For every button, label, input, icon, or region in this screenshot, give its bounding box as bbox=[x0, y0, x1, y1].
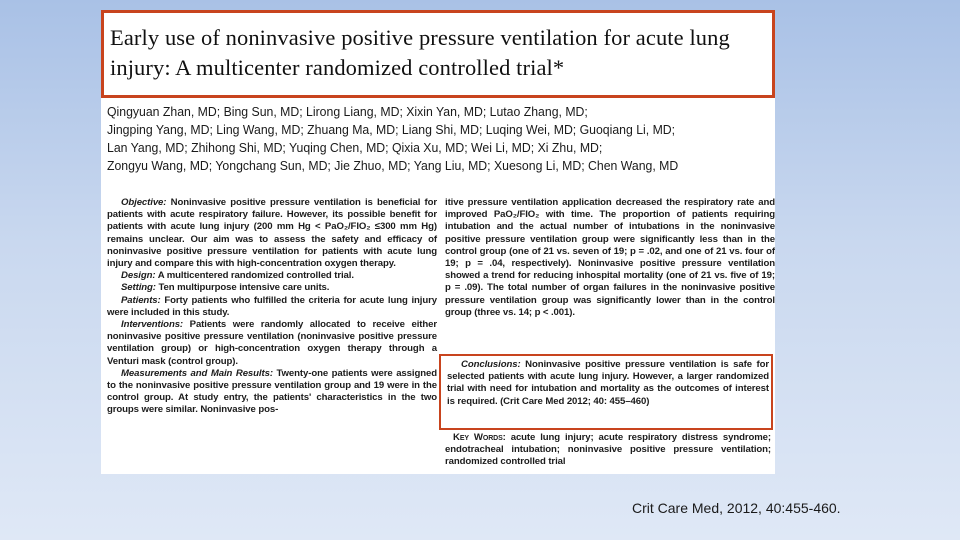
interventions-paragraph bbox=[107, 319, 437, 368]
paper-title: Early use of noninvasive positive pressure ventilation for acute lung injury: A multicenter randomized controlled trial* bbox=[110, 25, 730, 80]
results-heading: Measurements and Main Results: bbox=[121, 367, 273, 379]
citation-caption: Crit Care Med, 2012, 40:455-460. bbox=[632, 500, 841, 516]
objective-paragraph bbox=[107, 197, 437, 270]
conclusions-highlight-box bbox=[439, 354, 773, 430]
design-paragraph bbox=[107, 270, 437, 282]
author-line: Lan Yang, MD; Zhihong Shi, MD; Yuqing Chen, MD; Qixia Xu, MD; Wei Li, MD; Xi Zhu, MD; bbox=[107, 140, 603, 155]
results-text: Twenty-one patients were assigned to the noninvasive positive pressure ventilation group and 19 were in the control group. At study entry, the patients' characteristics in the two groups were similar. Noninvasive pos- bbox=[107, 367, 437, 416]
patients-heading: Patients: bbox=[121, 294, 161, 306]
paper-abstract-image bbox=[101, 10, 775, 474]
interventions-heading: Interventions: bbox=[121, 319, 184, 331]
results-continued-text: itive pressure ventilation application decreased the respiratory rate and improved PaO₂/FIO₂ with time. The proportion of patients requiring intubation and the actual number of intubations in the noninvasive positive pressure ventilation group were significantly less than in the control group (one of 21 vs. seven of 19; p = .02, and one of 21 vs. four of 19; p = .04, respectively). Noninvasive positive pressure ventilation showed a trend for reducing inhospital mortality (one of 21 vs. five of 19; p = .09). The total number of organ failures in the noninvasive positive pressure ventilation group was significantly lower than in the control group (three vs. 14; p < .001). bbox=[445, 197, 775, 318]
setting-heading: Setting: bbox=[121, 282, 156, 294]
setting-paragraph bbox=[107, 282, 437, 294]
keywords-text: acute lung injury; acute respiratory distress syndrome; endotracheal intubation; noninvasive positive pressure ventilation; randomized controlled trial bbox=[445, 432, 771, 468]
author-line: Jingping Yang, MD; Ling Wang, MD; Zhuang Ma, MD; Liang Shi, MD; Luqing Wei, MD; Guoqiang Li, MD; bbox=[107, 122, 676, 137]
conclusions-heading: Conclusions: bbox=[461, 359, 521, 370]
abstract-left-column bbox=[107, 197, 437, 417]
patients-text: Forty patients who fulfilled the criteria for acute lung injury were included in this study. bbox=[107, 294, 437, 318]
interventions-text: Patients were randomly allocated to receive either noninvasive positive pressure ventilation (noninvasive positive pressure ventilation group) or high-concentration oxygen therapy through a Venturi mask (control group). bbox=[107, 319, 437, 367]
keywords-paragraph bbox=[445, 432, 771, 469]
conclusions-paragraph bbox=[447, 359, 769, 408]
abstract-right-column bbox=[445, 197, 775, 319]
setting-text: Ten multipurpose intensive care units. bbox=[158, 282, 330, 294]
results-paragraph bbox=[107, 368, 437, 417]
patients-paragraph bbox=[107, 295, 437, 319]
conclusions-text: Noninvasive positive pressure ventilation is safe for selected patients with acute lung injury. However, a larger randomized trial with need for intubation and mortality as the outcomes of interest is required. (Crit Care Med 2012; 40: 455–460) bbox=[447, 359, 769, 407]
author-list bbox=[107, 103, 725, 175]
author-line: Zongyu Wang, MD; Yongchang Sun, MD; Jie Zhuo, MD; Yang Liu, MD; Xuesong Li, MD; Chen Wang, MD bbox=[107, 158, 679, 173]
objective-heading: Objective: bbox=[121, 197, 167, 208]
author-line: Qingyuan Zhan, MD; Bing Sun, MD; Lirong Liang, MD; Xixin Yan, MD; Lutao Zhang, MD; bbox=[107, 104, 588, 119]
title-highlight-box bbox=[101, 10, 775, 98]
keywords-heading: Key Words: bbox=[453, 432, 506, 443]
design-text: A multicentered randomized controlled trial. bbox=[157, 270, 354, 282]
design-heading: Design: bbox=[121, 270, 156, 282]
objective-text: Noninvasive positive pressure ventilation is beneficial for patients with acute respiratory failure. However, its possible benefit for patients with acute lung injury (200 mm Hg < PaO₂/FIO₂ ≤300 mm Hg) remains unclear. Our aim was to assess the safety and efficacy of noninvasive positive pressure ventilation for patients with acute lung injury and compare this with high-concentration oxygen therapy. bbox=[107, 197, 437, 270]
